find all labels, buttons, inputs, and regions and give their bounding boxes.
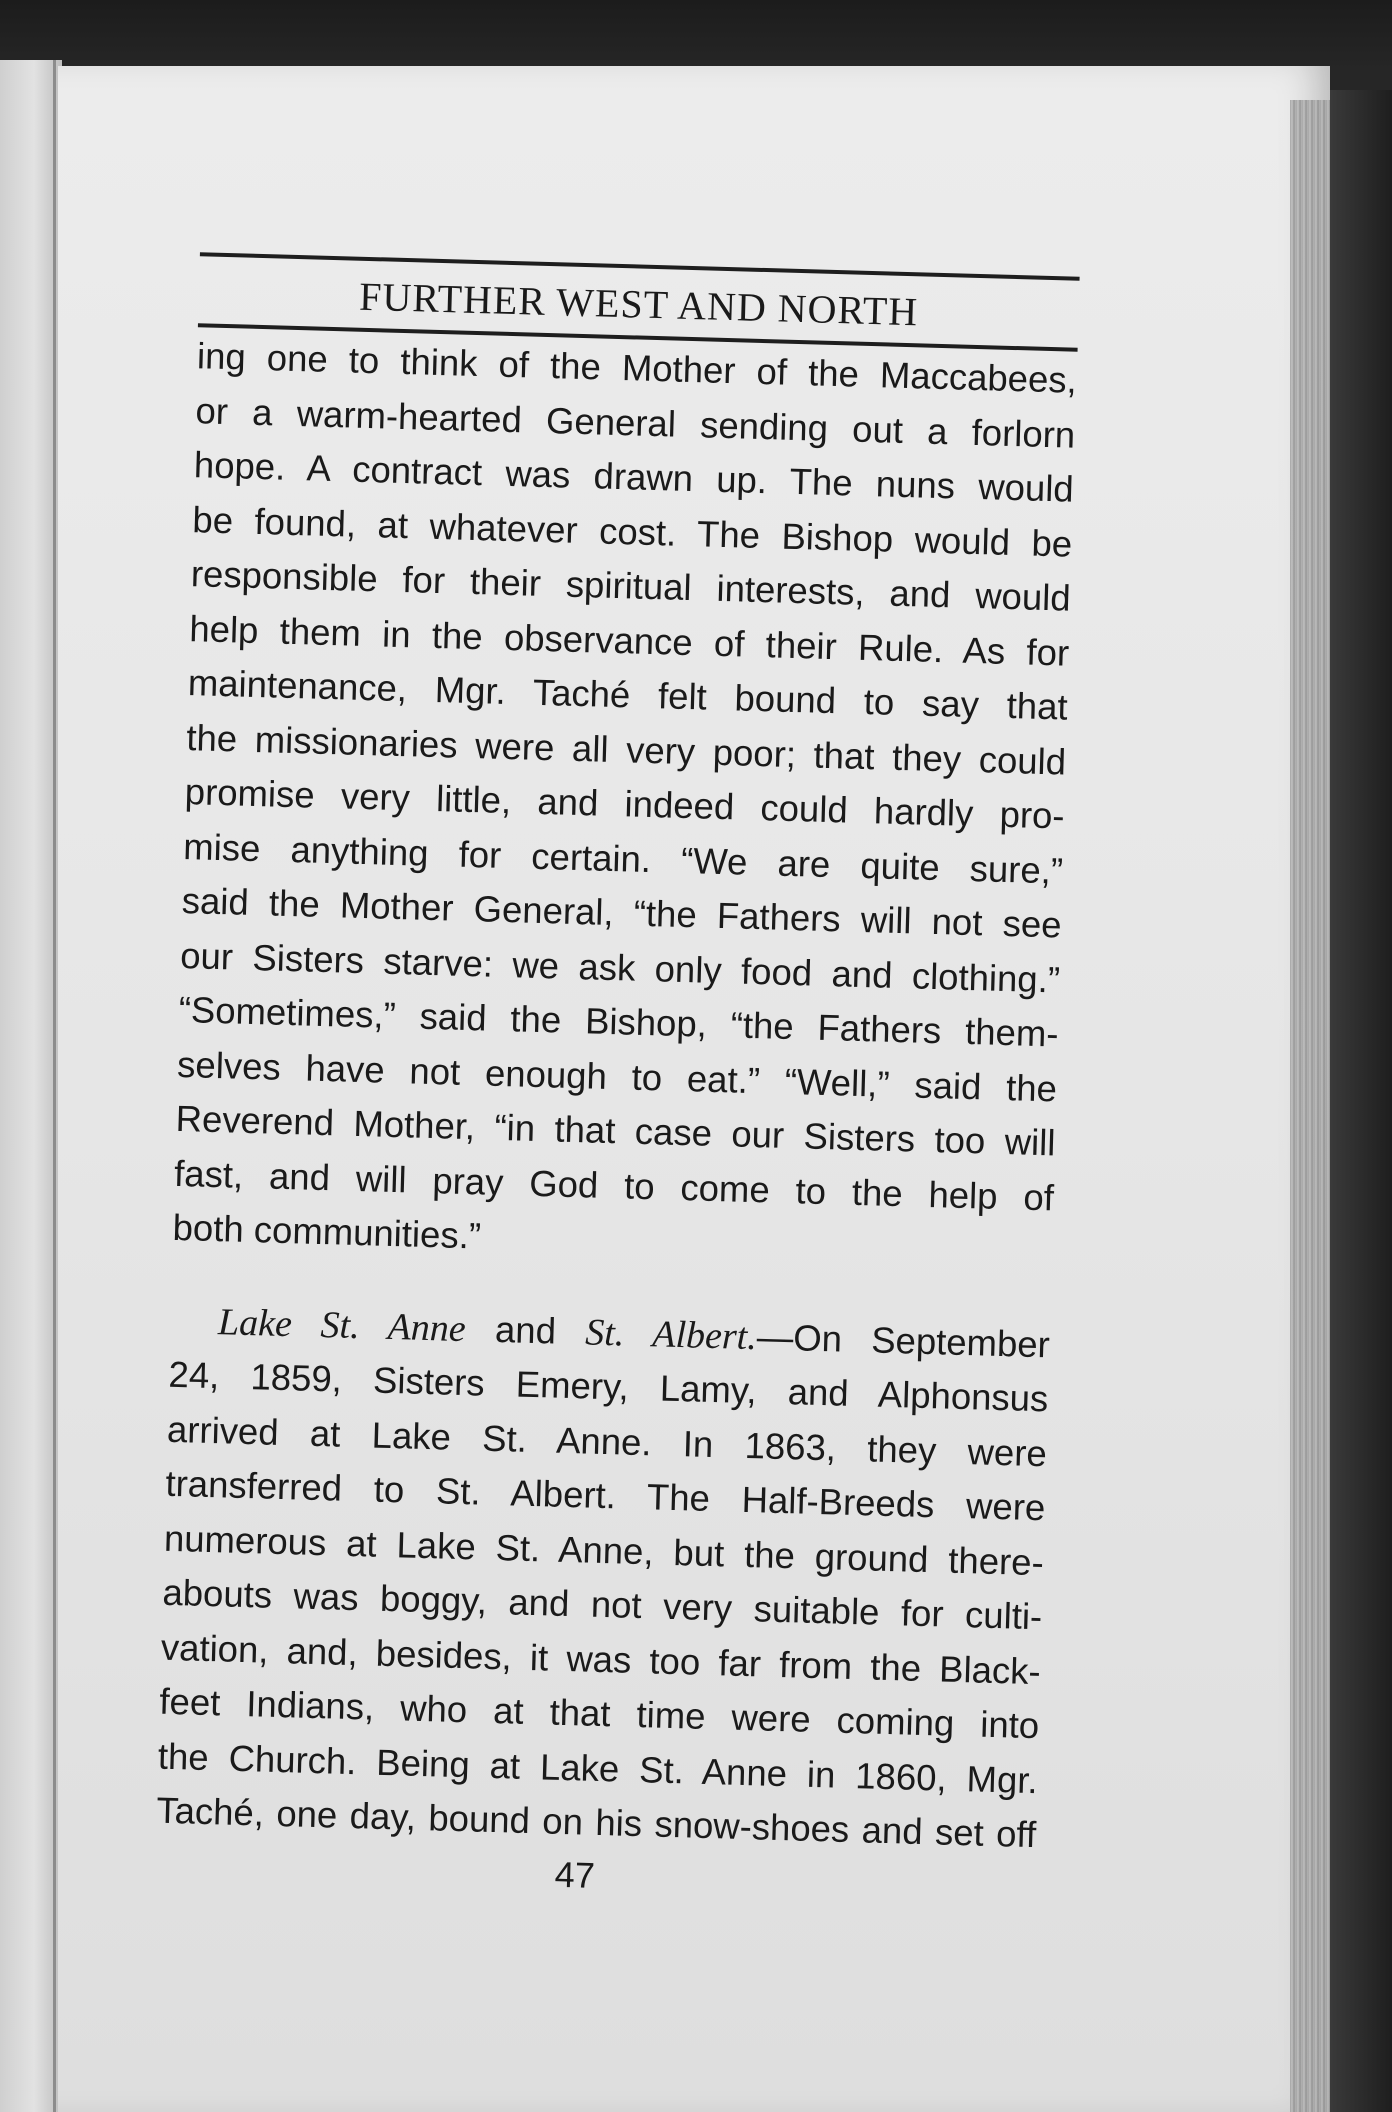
text-line: Reverend Mother, “in that case our Sisters too will — [175, 1097, 1057, 1164]
text-line: transferred to St. Albert. The Half-Breeds were — [165, 1462, 1046, 1529]
text-line: both communities.” — [172, 1206, 482, 1257]
previous-page-edge — [0, 60, 62, 2112]
text-line: selves have not enough to eat.” “Well,” said the — [176, 1043, 1058, 1109]
text-line: or a warm-hearted General sending out a forlorn — [194, 389, 1076, 456]
heading-st-albert: St. Albert. — [584, 1310, 758, 1358]
text-line: ing one to think of the Mother of the Maccabees, — [196, 335, 1078, 401]
paragraph-1 — [172, 329, 1078, 1280]
running-head: FURTHER WEST AND NORTH — [358, 273, 919, 335]
text-line: help them in the observance of their Rule. As for — [188, 607, 1070, 674]
heading-and: and — [465, 1307, 586, 1352]
heading-line-rest: —On September — [756, 1315, 1051, 1365]
text-line: Taché, one day, bound on his snow-shoes and set off — [155, 1789, 1037, 1856]
paragraph-2 — [156, 1293, 1051, 1862]
text-line: responsible for their spiritual interests, and would — [190, 553, 1072, 619]
text-line: abouts was boggy, and not very suitable for culti- — [161, 1571, 1043, 1638]
text-line: the missionaries were all very poor; that they could — [185, 716, 1067, 783]
text-line: feet Indians, who at that time were coming into — [158, 1680, 1040, 1747]
text-line: our Sisters starve: we ask only food and clothing.” — [179, 934, 1061, 1001]
heading-lake-st-anne: Lake St. Anne — [217, 1300, 467, 1350]
text-line: the Church. Being at Lake St. Anne in 1860, Mgr. — [157, 1735, 1039, 1801]
page-stack-edge — [1290, 100, 1330, 2112]
text-line: mise anything for certain. “We are quite sure,” — [182, 825, 1064, 892]
text-line: promise very little, and indeed could hardly pro- — [184, 771, 1066, 837]
text-line: vation, and, besides, it was too far from the Black- — [160, 1626, 1042, 1692]
text-line: hope. A contract was drawn up. The nuns would — [193, 444, 1075, 510]
text-line: arrived at Lake St. Anne. In 1863, they were — [166, 1408, 1048, 1474]
text-line: said the Mother General, “the Fathers will not see — [181, 879, 1063, 946]
book-cover-edge — [1330, 90, 1392, 2112]
text-line: 24, 1859, Sisters Emery, Lamy, and Alphonsus — [168, 1353, 1049, 1420]
page-number: 47 — [554, 1853, 596, 1896]
text-line: be found, at whatever cost. The Bishop would be — [191, 498, 1073, 565]
text-line: maintenance, Mgr. Taché felt bound to say that — [187, 662, 1069, 728]
page-text-block — [74, 250, 1079, 1909]
text-line: numerous at Lake St. Anne, but the ground there- — [163, 1517, 1045, 1583]
body-text — [156, 329, 1078, 1862]
text-line: fast, and will pray God to come to the help of — [173, 1152, 1055, 1218]
text-line: “Sometimes,” said the Bishop, “the Fathers them- — [178, 988, 1060, 1055]
